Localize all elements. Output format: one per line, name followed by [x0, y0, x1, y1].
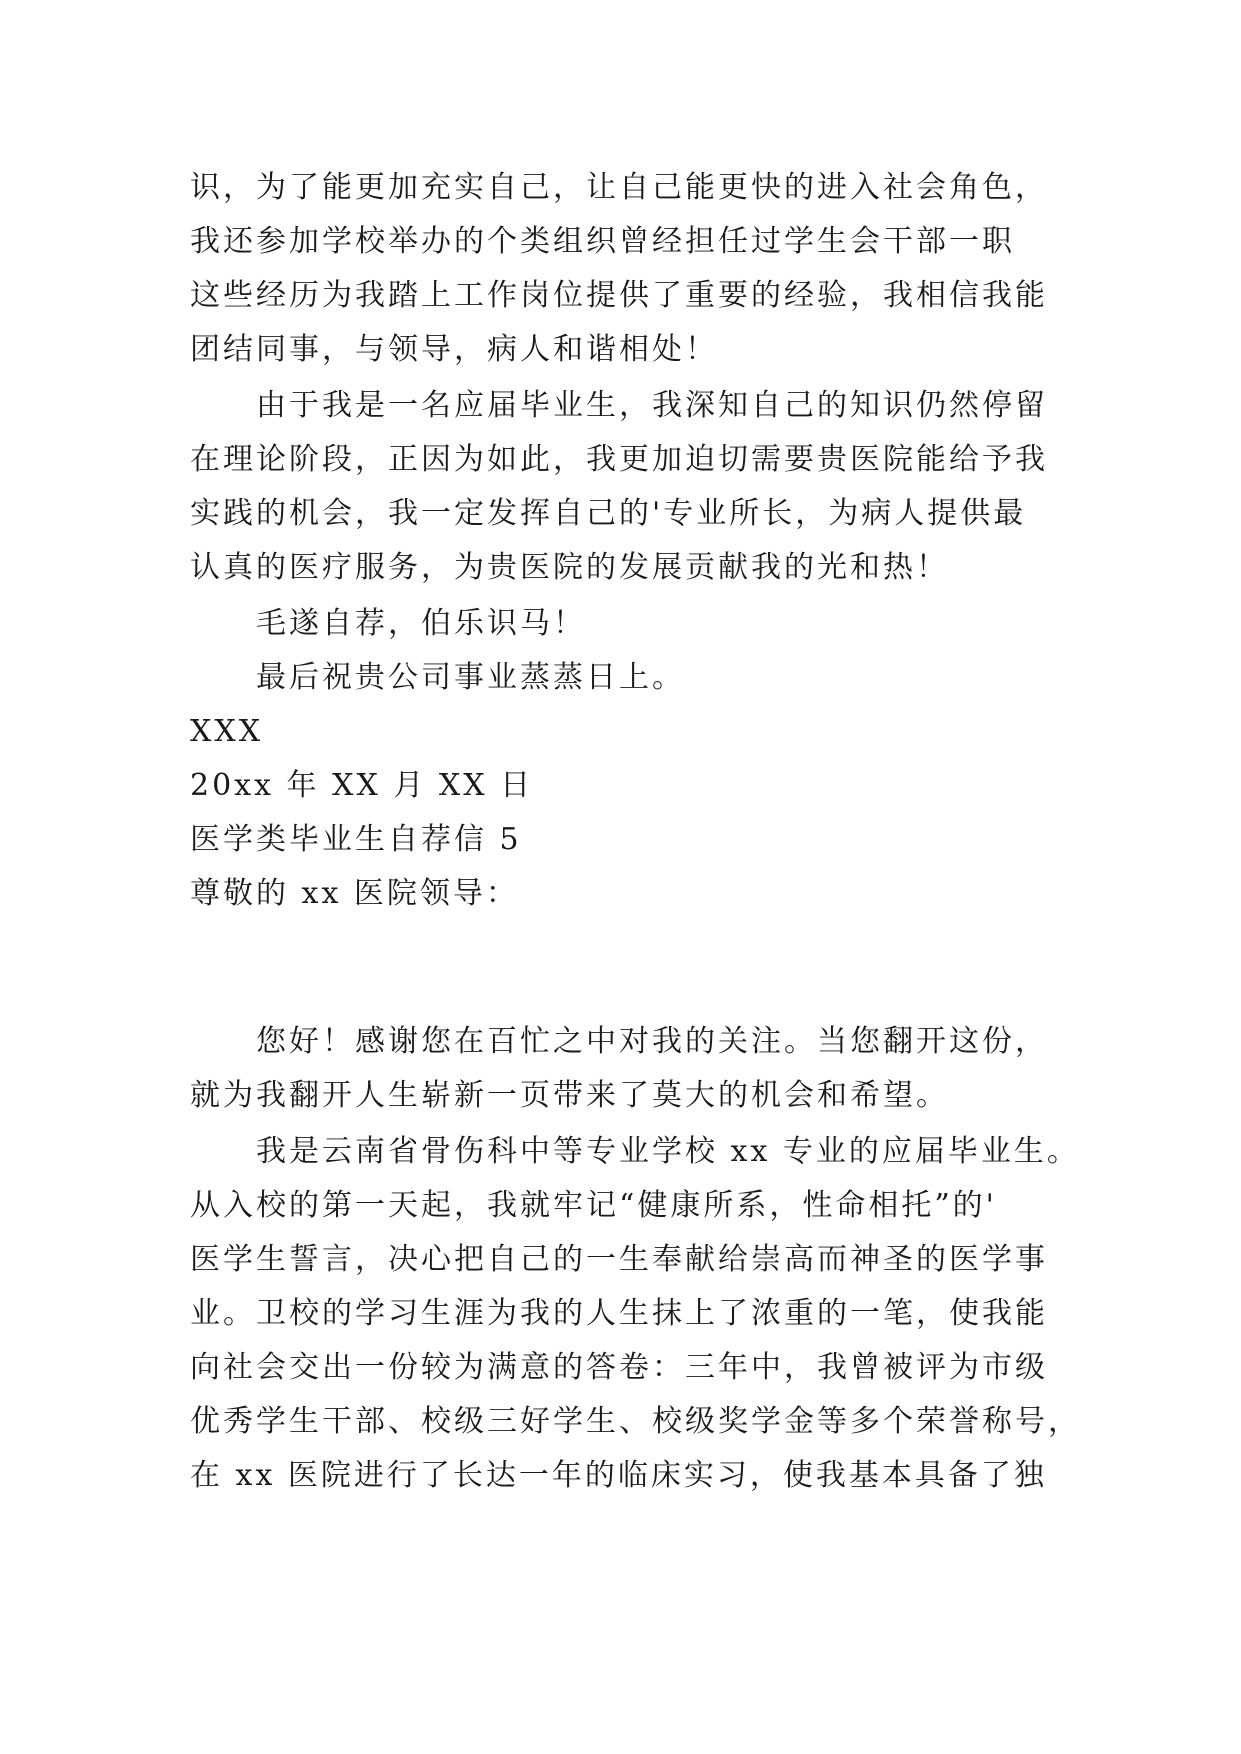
text-line-6: 在理论阶段，正因为如此，我更加迫切需要贵医院能给予我	[190, 442, 1048, 477]
text-line-2: 我还参加学校举办的个类组织曾经担任过学生会干部一职	[190, 224, 1015, 259]
text-line-20: 业。卫校的学习生涯为我的人生抹上了浓重的一笔，使我能	[190, 1296, 1048, 1331]
salutation: 尊敬的 xx 医院领导：	[190, 876, 519, 911]
letter-date: 20xx 年 XX 月 XX 日	[190, 768, 534, 803]
text-line-8: 认真的医疗服务，为贵医院的发展贡献我的光和热！	[190, 550, 949, 585]
text-line-15: 您好！感谢您在百忙之中对我的关注。当您翻开这份，	[256, 1024, 1048, 1059]
text-line-9: 毛遂自荐，伯乐识马！	[256, 606, 586, 641]
text-line-21: 向社会交出一份较为满意的答卷：三年中，我曾被评为市级	[190, 1350, 1048, 1385]
section-title: 医学类毕业生自荐信 5	[190, 822, 522, 857]
text-line-10: 最后祝贵公司事业蒸蒸日上。	[256, 660, 685, 695]
text-line-22: 优秀学生干部、校级三好学生、校级奖学金等多个荣誉称号，	[190, 1404, 1081, 1439]
text-line-4: 团结同事，与领导，病人和谐相处！	[190, 332, 718, 367]
text-line-16: 就为我翻开人生崭新一页带来了莫大的机会和希望。	[190, 1078, 949, 1113]
text-line-23: 在 xx 医院进行了长达一年的临床实习，使我基本具备了独	[190, 1458, 1047, 1493]
text-line-3: 这些经历为我踏上工作岗位提供了重要的经验，我相信我能	[190, 278, 1048, 313]
text-line-19: 医学生誓言，决心把自己的一生奉献给崇高而神圣的医学事	[190, 1242, 1048, 1277]
text-line-17: 我是云南省骨伤科中等专业学校 xx 专业的应届毕业生。	[256, 1134, 1080, 1169]
text-line-18: 从入校的第一天起，我就牢记“健康所系，性命相托”的'	[190, 1188, 997, 1223]
text-line-5: 由于我是一名应届毕业生，我深知自己的知识仍然停留	[256, 388, 1048, 423]
text-line-1: 识，为了能更加充实自己，让自己能更快的进入社会角色，	[190, 170, 1048, 205]
signature-name: XXX	[190, 714, 264, 749]
text-line-7: 实践的机会，我一定发挥自己的'专业所长，为病人提供最	[190, 496, 1027, 531]
